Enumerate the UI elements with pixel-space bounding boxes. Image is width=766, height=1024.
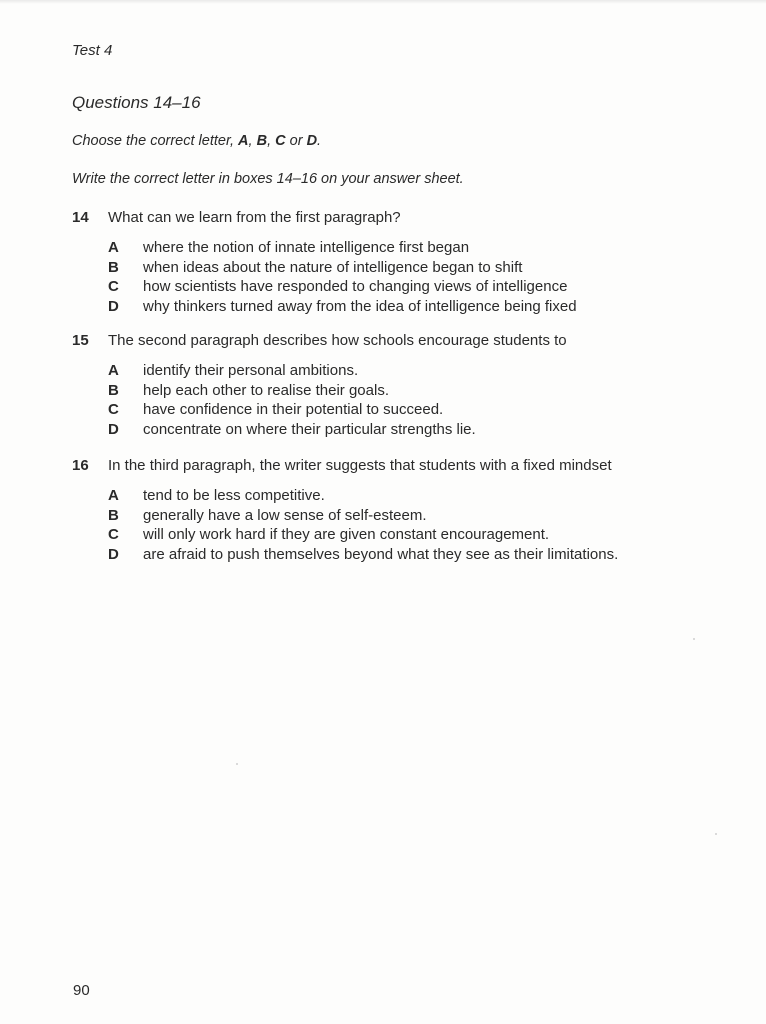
page-number: 90 — [73, 982, 90, 999]
scan-speck — [693, 638, 695, 640]
question-16 — [72, 457, 712, 564]
question-text: In the third paragraph, the writer suggests that students with a fixed mindset — [108, 457, 612, 474]
option-list — [108, 486, 712, 564]
option-text: concentrate on where their particular strengths lie. — [143, 420, 476, 438]
instruction-answer-sheet: Write the correct letter in boxes 14–16 on your answer sheet. — [72, 171, 464, 187]
scan-edge-shadow — [0, 0, 766, 4]
scan-speck — [715, 833, 717, 835]
instruction-letter-b: B — [256, 133, 268, 149]
option-text: will only work hard if they are given constant encouragement. — [143, 526, 550, 543]
option-letter: B — [108, 381, 119, 399]
question-stem — [72, 457, 712, 475]
option-c — [108, 400, 712, 420]
option-b — [108, 258, 712, 278]
instruction-separator: , — [248, 133, 257, 149]
option-letter: A — [108, 362, 119, 379]
question-text: What can we learn from the first paragraph? — [108, 209, 401, 226]
option-d — [108, 545, 712, 565]
option-text: help each other to realise their goals. — [143, 381, 389, 399]
option-c — [108, 277, 712, 297]
instruction-choose-letter — [72, 133, 321, 149]
instruction-prefix: Choose the correct letter, — [72, 133, 239, 149]
option-text: how scientists have responded to changing views of intelligence — [143, 278, 568, 295]
option-a — [108, 486, 712, 506]
option-list — [108, 361, 712, 439]
option-d — [108, 297, 712, 317]
instruction-letter-c: C — [275, 133, 286, 149]
option-text: are afraid to push themselves beyond what they see as their limitations. — [143, 545, 619, 563]
option-list — [108, 238, 712, 316]
question-number: 14 — [72, 209, 89, 226]
option-text: when ideas about the nature of intelligence began to shift — [143, 258, 523, 276]
option-letter: D — [108, 420, 119, 438]
instruction-end: . — [317, 133, 322, 149]
running-head: Test 4 — [72, 42, 113, 59]
option-b — [108, 381, 712, 401]
option-letter: B — [108, 506, 119, 524]
option-text: tend to be less competitive. — [143, 487, 325, 504]
question-text: The second paragraph describes how schools encourage students to — [108, 332, 567, 349]
question-number: 16 — [72, 457, 89, 474]
option-letter: C — [108, 401, 119, 418]
question-stem — [72, 332, 712, 350]
option-a — [108, 238, 712, 258]
question-14 — [72, 209, 712, 316]
option-letter: C — [108, 278, 119, 295]
option-c — [108, 525, 712, 545]
section-title: Questions 14–16 — [72, 93, 201, 112]
option-text: why thinkers turned away from the idea of intelligence being fixed — [143, 297, 577, 315]
option-d — [108, 420, 712, 440]
option-text: generally have a low sense of self-esteem. — [143, 506, 427, 524]
option-letter: B — [108, 258, 119, 276]
option-b — [108, 506, 712, 526]
option-letter: A — [108, 487, 119, 504]
option-text: have confidence in their potential to succeed. — [143, 401, 444, 418]
option-letter: D — [108, 297, 119, 315]
option-letter: A — [108, 239, 119, 256]
question-stem — [72, 209, 712, 227]
question-15 — [72, 332, 712, 439]
option-text: where the notion of innate intelligence first began — [143, 239, 470, 256]
option-letter: C — [108, 526, 119, 543]
option-text: identify their personal ambitions. — [143, 362, 359, 379]
instruction-letter-d: D — [306, 133, 318, 149]
option-a — [108, 361, 712, 381]
instruction-or: or — [285, 133, 307, 149]
option-letter: D — [108, 545, 119, 563]
scan-speck — [236, 763, 238, 765]
instruction-letter-a: A — [238, 133, 249, 149]
instruction-separator: , — [267, 133, 276, 149]
question-number: 15 — [72, 332, 89, 349]
